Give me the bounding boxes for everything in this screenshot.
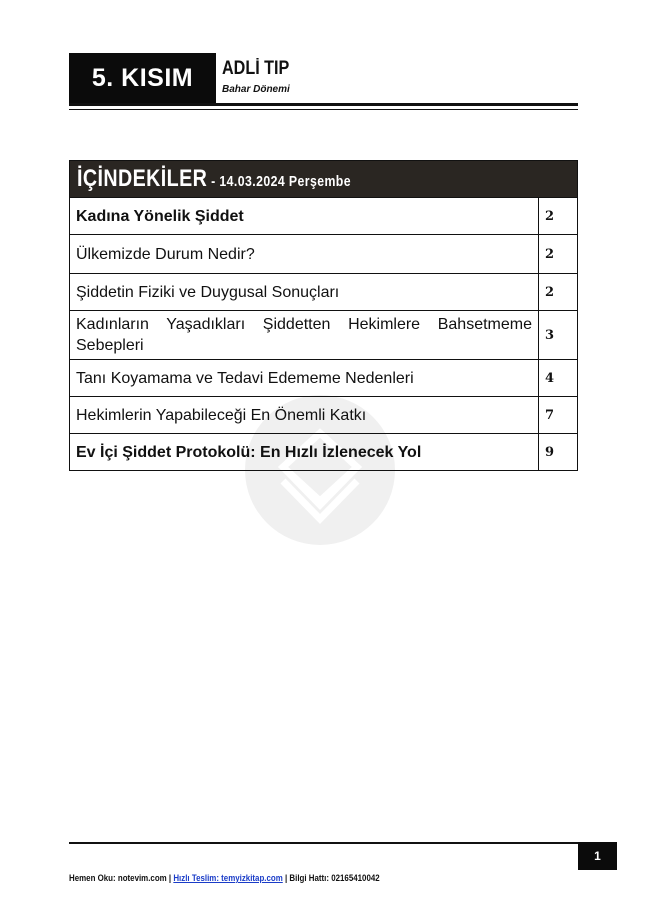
- footer-read-label: Hemen Oku: notevim.com: [69, 873, 167, 883]
- toc-entry-page: 2: [545, 284, 555, 300]
- toc-entry-title: Tanı Koyamama ve Tedavi Edememe Nedenleri: [70, 360, 539, 396]
- footer-info-line: Bilgi Hattı: 02165410042: [289, 873, 380, 883]
- toc-entry-page: 7: [545, 407, 555, 423]
- toc-entry-title: Ev İçi Şiddet Protokolü: En Hızlı İzlenecek Yol: [70, 434, 539, 470]
- toc-title: İÇİNDEKİLER: [77, 165, 208, 192]
- toc-entry-title: Kadınların Yaşadıkları Şiddetten Hekimlere Bahsetmeme Sebepleri: [70, 311, 539, 359]
- header-rule-thick: [69, 103, 578, 106]
- toc-entry-page: 3: [545, 327, 555, 343]
- toc-row[interactable]: [69, 274, 578, 311]
- footer-separator: |: [166, 873, 174, 883]
- toc-date: - 14.03.2024 Perşembe: [207, 173, 351, 190]
- toc-row[interactable]: [69, 235, 578, 274]
- toc-entry-title: Kadına Yönelik Şiddet: [70, 198, 539, 234]
- page-number: 1: [578, 842, 617, 870]
- toc-entry-title: Hekimlerin Yapabileceği En Önemli Katkı: [70, 397, 539, 433]
- part-label: 5. KISIM: [69, 53, 216, 103]
- toc-header: [69, 160, 578, 198]
- toc-entry-page: 2: [545, 208, 555, 224]
- toc-heading: [77, 165, 351, 193]
- toc-entry-page: 9: [545, 444, 555, 460]
- toc-entry-title: Ülkemizde Durum Nedir?: [70, 235, 539, 273]
- toc-row[interactable]: [69, 397, 578, 434]
- footer-separator: |: [282, 873, 290, 883]
- semester-label: Bahar Dönemi: [222, 84, 290, 95]
- footer-rule: [69, 842, 578, 844]
- course-title: ADLİ TIP: [222, 58, 290, 79]
- header-rule-thin: [69, 109, 578, 110]
- toc-entry-page: 2: [545, 246, 555, 262]
- toc-row[interactable]: [69, 434, 578, 471]
- toc-entry-page: 4: [545, 370, 555, 386]
- toc-row[interactable]: [69, 198, 578, 235]
- table-of-contents: [69, 160, 578, 471]
- toc-row[interactable]: [69, 360, 578, 397]
- footer-text: [69, 873, 380, 883]
- toc-entry-title: Şiddetin Fiziki ve Duygusal Sonuçları: [70, 274, 539, 310]
- toc-row[interactable]: [69, 311, 578, 360]
- footer-delivery-link[interactable]: Hızlı Teslim: temyizkitap.com: [173, 873, 283, 883]
